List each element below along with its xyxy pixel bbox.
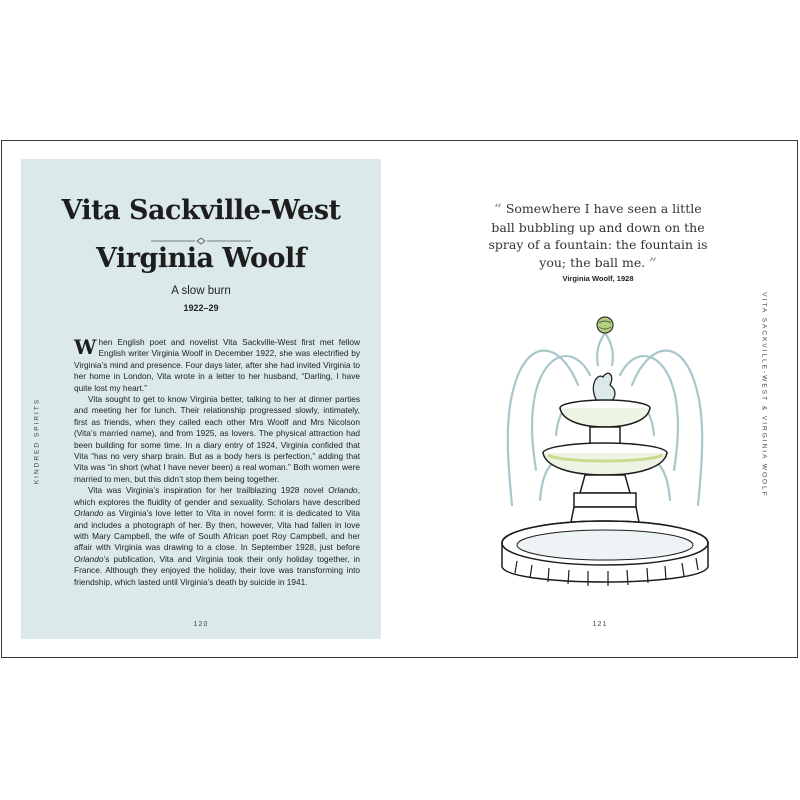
paragraph-2: Vita sought to get to know Virginia better, talking to her at dinner parties and meeting her for lunch. Their relationship progressed slowly, intimately, first as friends, when they called each other Mrs Woolf and Mrs Nicolson (Vita’s married name), and from 1925, as lovers. The physical attraction had been building for some time. In a diary entry of 1924, Virginia confided that Vita “has no very sharp brain. But as a body hers is perfection,” adding that Vita was “in short (what I have never been) a real woman.” Both women were married to men, but this didn’t stop them being together.	[74, 394, 360, 484]
p3-italic-2: Orlando	[74, 508, 104, 519]
p3-text-c: as Virginia’s love letter to Vita in novel form: it is dedicated to Vita and includes a photograph of her. By then, however, Vita had fallen in love with Mary Campbell, the wife of South African poet Roy Campbell, and her affair with Virginia was drawing to a close. In September 1928, just before	[74, 508, 360, 553]
drop-cap: W	[74, 335, 97, 359]
p3-text-b: , which explores the fluidity of gender and sexuality. Scholars have described	[74, 485, 360, 507]
subtitle: A slow burn	[171, 285, 231, 297]
years: 1922–29	[183, 303, 219, 313]
attribution-year: , 1928	[612, 274, 634, 283]
p3-italic-3: Orlando	[74, 553, 104, 564]
p3-italic-1: Orlando	[328, 485, 358, 496]
close-quote-mark: ”	[649, 255, 657, 271]
fountain-illustration	[490, 305, 720, 600]
paragraph-1-text: hen English poet and novelist Vita Sackville-West first met fellow English writer Virginia Woolf in December 1922, she was electrified by Virginia’s mind and presence. Four days later, after she had invited Virginia to her home in London, Vita wrote in a letter to her husband, “Darling, I have quite lost my heart.”	[74, 337, 360, 393]
p3-text-a: Vita was Virginia’s inspiration for her trailblazing 1928 novel	[88, 485, 329, 496]
running-head-left: KINDRED SPIRITS	[33, 397, 41, 485]
ball-icon	[597, 317, 613, 333]
pull-quote	[488, 200, 708, 272]
quote-text: Somewhere I have seen a little ball bubbling up and down on the spray of a fountain: the fountain is you; the ball me.	[488, 201, 708, 270]
attribution-name: Virginia Woolf	[562, 274, 613, 283]
paragraph-1	[74, 337, 360, 394]
body-text	[74, 337, 360, 588]
title-line-1: Vita Sackville-West	[61, 195, 341, 226]
open-quote-mark: “	[494, 202, 502, 217]
paragraph-3	[74, 485, 360, 588]
p3-text-d: ’s publication, Vita and Virginia took their only holiday together, in France. Although they enjoyed the holiday, their love was transforming into friendship, which lasted until Virginia’s death by suicide in 1941.	[74, 553, 360, 587]
quote-attribution	[488, 274, 708, 283]
title-line-2: Virginia Woolf	[96, 243, 306, 274]
page-number-right: 121	[592, 621, 608, 628]
left-page-panel	[21, 159, 381, 639]
running-head-right: VITA SACKVILLE-WEST & VIRGINIA WOOLF	[760, 292, 768, 498]
page-number-left: 120	[193, 621, 209, 628]
fish-spout-icon	[593, 373, 615, 403]
